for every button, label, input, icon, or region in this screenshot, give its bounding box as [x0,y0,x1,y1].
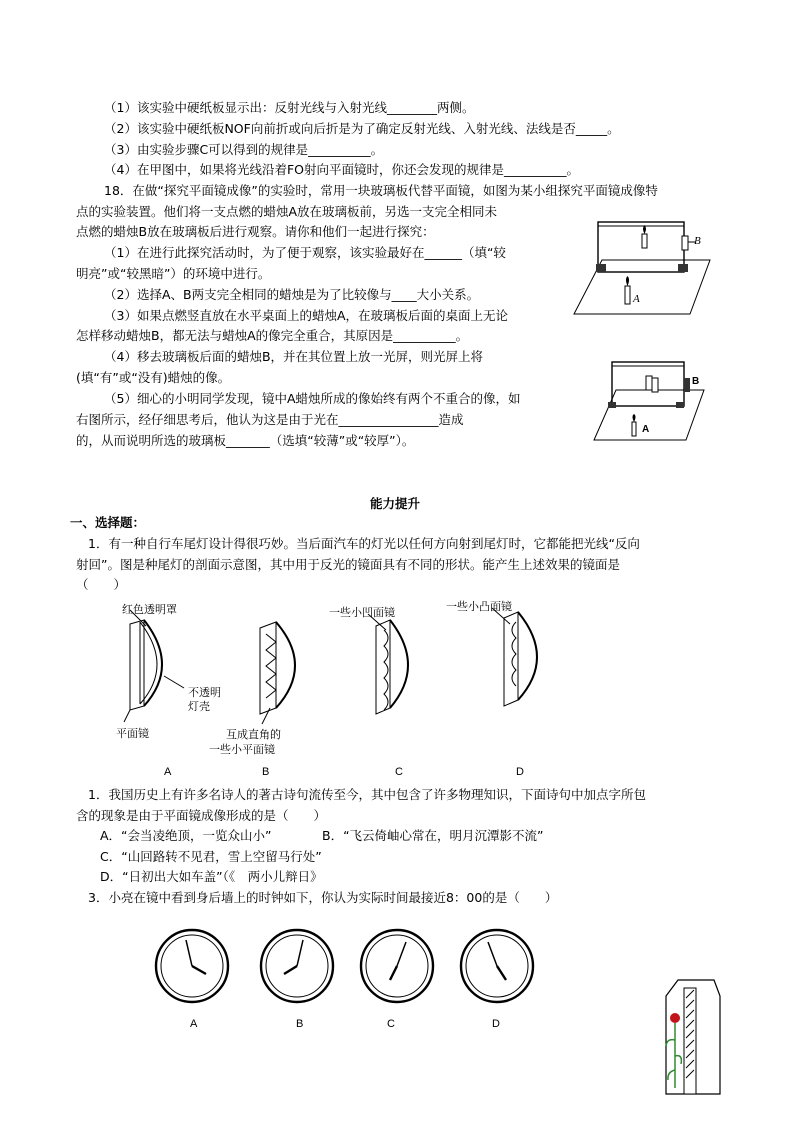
q17-part4: （4）在甲图中，如果将光线沿着FO射向平面镜时，你还会发现的规律是__________。 [104,162,579,177]
clock-a [156,930,228,1002]
q18-sub5-line3: 的，从而说明所选的玻璃板_______（选填“较薄”或“较厚”）。 [76,433,415,448]
mc1-line1: 1．有一种自行车尾灯设计得很巧妙。当后面汽车的灯光以任何方向射到尾灯时，它都能把光线“反向 [88,536,640,551]
q18-intro-line3: 点燃的蜡烛B放在玻璃板后进行观察。请你和他们一起进行探究： [76,224,435,239]
mc3-question: 3．小亮在镜中看到身后墙上的时钟如下，你认为实际时间最接近8：00的是（ ） [88,890,558,905]
clock-b [261,930,333,1002]
q18-sub3-line1: （3）如果点燃竖直放在水平桌面上的蜡烛A，在玻璃板后面的桌面上无论 [104,308,509,323]
mc2-option-a: A．“会当凌绝顶，一览众山小” [100,828,272,843]
mirror-clocks [150,918,550,1014]
q18-sub1-line1: （1）在进行此探究活动时，为了便于观察，该实验最好在______（填“较 [104,245,506,260]
mc1-line3: （ ） [76,577,127,592]
tail-light-c [368,614,408,714]
q18-sub4-line2: (填“有”或“没有)蜡烛的像。 [76,370,231,385]
option-a-label: A [164,766,172,778]
label-red-cover: 红色透明罩 [122,604,177,616]
q18-sub3-line2: 怎样移动蜡烛B，都无法与蜡烛A的像完全重合，其原因是__________。 [76,328,469,343]
q18-sub5-line2: 右图所示，经仔细思考后，他认为这是由于光在________________造成 [76,412,464,427]
label-plane-mirror: 平面镜 [116,728,149,740]
mc2-line2: 含的现象是由于平面镜成像形成的是（ ） [76,808,327,823]
label-concave: 一些小凹面镜 [329,607,395,619]
option-d-label: D [516,766,524,778]
fig1-label-a: A [633,293,640,305]
clock-c-label: C [387,1018,395,1030]
q17-part1: （1）该实验中硬纸板显示出：反射光线与入射光线________两侧。 [104,100,475,115]
label-opaque-shell-2: 灯壳 [188,701,210,713]
tail-light-b [260,622,295,724]
candle-experiment-figure-2 [590,358,708,444]
q18-sub2: （2）选择A、B两支完全相同的蜡烛是为了比较像与____大小关系。 [104,287,480,302]
q18-intro-line1: 18．在做“探究平面镜成像”的实验时，常用一块玻璃板代替平面镜，如图为某小组探究平面镜成像特 [104,183,658,198]
label-right-angle-1: 互成直角的 [226,729,281,741]
part-heading: 一、选择题： [70,515,146,530]
q17-part3: （3）由实验步骤C可以得到的规律是__________。 [104,142,384,157]
tail-light-a [124,610,184,722]
label-opaque-shell-1: 不透明 [188,687,221,699]
q18-sub1-line2: 明亮”或“较黑暗”）的环境中进行。 [76,266,271,281]
candle-experiment-figure-1 [570,212,720,316]
fig2-label-b: B [692,376,700,387]
mc2-line1: 1．我国历史上有许多名诗人的著古诗句流传至今，其中包含了许多物理知识，下面诗句中加点字所包 [88,787,646,802]
q18-intro-line2: 点的实验装置。他们将一支点燃的蜡烛A放在玻璃板前，另选一支完全相同未 [76,204,498,219]
option-b-label: B [262,766,270,778]
section-title: 能力提升 [370,496,421,511]
mc1-line2: 射回”。图是种尾灯的剖面示意图，其中用于反光的镜面具有不同的形状。能产生上述效果的镜面是 [76,557,620,572]
mc2-option-d: D．“日初出大如车盖”（《 两小儿辩日》 [100,869,323,884]
label-right-angle-2: 一些小平面镜 [209,744,275,756]
q18-sub4-line1: （4）移去玻璃板后面的蜡烛B，并在其位置上放一光屏，则光屏上将 [104,349,484,364]
q17-part2: （2）该实验中硬纸板NOF向前折或向后折是为了确定反射光线、入射光线、法线是否_____。 [104,121,620,136]
clock-d [461,930,533,1002]
fig1-label-b: B [694,235,701,247]
tail-light-figures [100,596,580,762]
clock-c [361,930,433,1002]
clock-b-label: B [296,1018,304,1030]
mc2-option-b: B．“飞云倚岫心常在，明月沉潭影不流” [322,828,544,843]
clock-a-label: A [190,1018,198,1030]
clock-d-label: D [492,1018,500,1030]
flower-mirror-figure [664,978,722,1098]
label-convex: 一些小凸面镜 [446,601,512,613]
option-c-label: C [395,766,403,778]
fig2-label-a: A [642,424,650,435]
tail-light-d [492,608,537,706]
mc2-option-c: C．“山回路转不见君，雪上空留马行处” [100,849,322,864]
q18-sub5-line1: （5）细心的小明同学发现，镜中A蜡烛所成的像始终有两个不重合的像，如 [104,391,521,406]
